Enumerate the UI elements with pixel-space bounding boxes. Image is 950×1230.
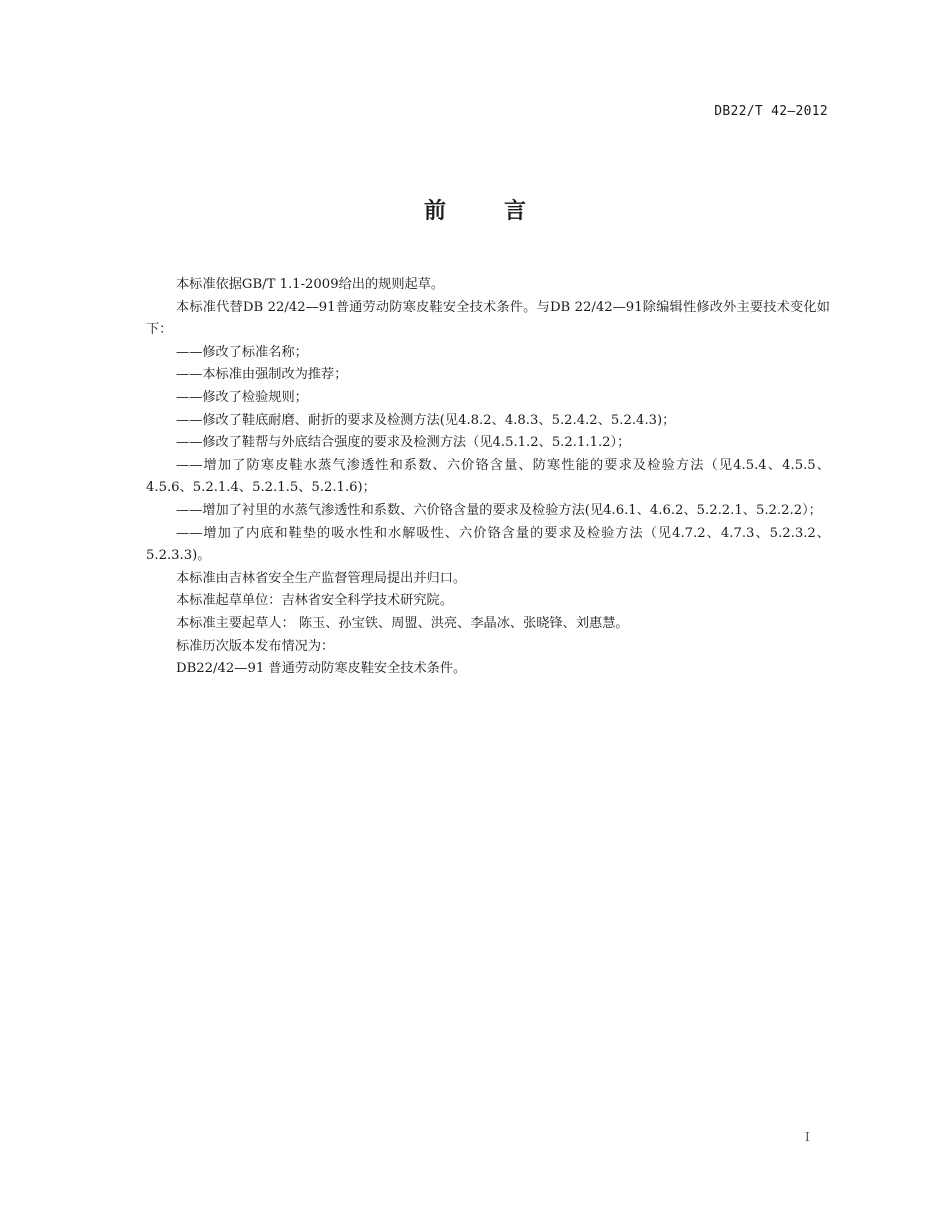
list-item: ——本标准由强制改为推荐； — [176, 367, 348, 383]
list-item: ——修改了标准名称； — [176, 344, 308, 360]
list-item: ——增加了衬里的水蒸气渗透性和系数、六价铬含量的要求及检验方法(见4.6.1、4.6.2、5.2.2.1、5.2.2.2）； — [176, 502, 822, 518]
paragraph: 本标准依据GB/T 1.1-2009给出的规则起草。 — [176, 277, 445, 292]
paragraph: 本标准由吉林省安全生产监督管理局提出并归口。 — [176, 570, 467, 586]
paragraph: 本标准起草单位：吉林省安全科学技术研究院。 — [176, 593, 453, 609]
list-item: ——修改了鞋底耐磨、耐折的要求及检测方法(见4.8.2、4.8.3、5.2.4.2、5.2.4.3)； — [176, 412, 676, 428]
page-title — [0, 194, 950, 225]
list-item: ——修改了鞋帮与外底结合强度的要求及检测方法（见4.5.1.2、5.2.1.1.2）； — [176, 435, 631, 451]
paragraph: 标准历次版本发布情况为： — [176, 638, 335, 654]
title-char-2: 言 — [504, 199, 527, 224]
foreword-body — [146, 274, 830, 681]
paragraph: 本标准代替DB 22/42—91普通劳动防寒皮鞋安全技术条件。与DB 22/42—91除编辑性修改外主要技术变化如下： — [146, 299, 830, 338]
list-item: ——增加了内底和鞋垫的吸水性和水解吸性、六价铬含量的要求及检验方法（见4.7.2、4.7.3、5.2.3.2、5.2.3.3)。 — [146, 525, 830, 564]
page-number: I — [805, 1130, 810, 1144]
standard-number: DB22/T 42—2012 — [714, 104, 828, 119]
title-char-1: 前 — [423, 199, 446, 224]
list-item: ——增加了防寒皮鞋水蒸气渗透性和系数、六价铬含量、防寒性能的要求及检验方法（见4.5.4、4.5.5、4.5.6、5.2.1.4、5.2.1.5、5.2.1.6)； — [146, 457, 830, 496]
paragraph: 本标准主要起草人： 陈玉、孙宝铁、周盟、洪亮、李晶冰、张晓锋、刘惠慧。 — [176, 615, 629, 631]
paragraph: DB22/42—91 普通劳动防寒皮鞋安全技术条件。 — [176, 661, 467, 677]
list-item: ——修改了检验规则； — [176, 389, 308, 405]
